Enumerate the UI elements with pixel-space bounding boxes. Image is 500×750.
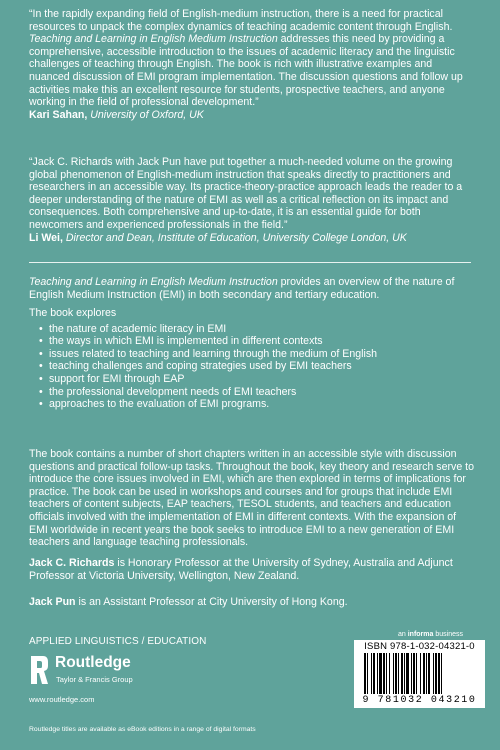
quote-affiliation: Director and Dean, Institute of Education, University College London, UK [65, 231, 407, 244]
intro-text: provides an overview of the nature of English Medium Instruction (EMI) in both secondary and tertiary education. [29, 276, 455, 301]
author-bio [29, 596, 474, 609]
barcode-bar [367, 653, 368, 694]
author-bio [29, 557, 474, 582]
publisher-name: Routledge [55, 654, 131, 671]
author-name: Jack Pun [29, 596, 76, 608]
description-text: The book contains a number of short chapters written in an accessible style with discussion questions and practical follow-up tasks. Throughout the book, key theory and research serve to introduce the core issues involved in EMI, which are then explored in terms of implications for practice. The book can be used in workshops and courses and for groups that include EMI teachers of content subjects, EAP teachers, TESOL students, and teachers and education officials involved with the implementation of EMI in different contexts. With the expansion of EMI worldwide in recent years the book seeks to introduce EMI to a new generation of EMI teachers and language teaching professionals. [29, 448, 474, 549]
quote-text [29, 8, 474, 109]
barcode-bar [423, 653, 425, 694]
barcode-bar [371, 653, 372, 694]
subject-category: APPLIED LINGUISTICS / EDUCATION [29, 636, 207, 647]
divider [29, 262, 471, 263]
barcode-bar [441, 653, 442, 694]
barcode-bar [364, 653, 366, 694]
book-title-italic: Teaching and Learning in English Medium Instruction [29, 276, 278, 288]
barcode-panel [354, 640, 485, 708]
quote-text: “Jack C. Richards with Jack Pun have put together a much-needed volume on the growing global phenomenon of English-medium instruction that speaks directly to practitioners and researchers in an accessible way. Its practice-theory-practice approach leads the reader to a deeper understanding of the nature of EMI as well as a critical reflection on its impact and consequences. Both comprehensive and up-to-date, it is an essential guide for both newcomers and experienced professionals in the field.” [29, 156, 463, 231]
barcode-bar [398, 653, 399, 694]
endorsement-quote [29, 8, 474, 121]
barcode-bar [426, 653, 427, 694]
barcode-bar [379, 653, 382, 694]
explores-heading: The book explores [29, 307, 117, 319]
quote-text-part: “In the rapidly expanding field of English-medium instruction, there is a need for practical resources to unpack the complex dynamics of teaching academic content through English. [29, 8, 453, 33]
informa-brand: informa [407, 631, 434, 638]
informa-pre: an [398, 631, 408, 638]
ebook-note: Routledge titles are available as eBook editions in a range of digital formats [29, 726, 256, 733]
author-bio-text: is an Assistant Professor at City University of Hong Kong. [75, 596, 348, 608]
book-title-italic: Teaching and Learning in English Medium Instruction [29, 33, 278, 46]
author-name: Jack C. Richards [29, 557, 115, 569]
explores-list [29, 323, 474, 411]
list-item: • the professional development needs of EMI teachers [41, 386, 474, 399]
book-intro [29, 276, 474, 301]
list-item: • approaches to the evaluation of EMI programs. [41, 398, 474, 411]
list-item: • the ways in which EMI is implemented in different contexts [41, 335, 474, 348]
barcode-bar [416, 653, 417, 694]
list-item: • support for EMI through EAP [41, 373, 474, 386]
list-item: • teaching challenges and coping strategies used by EMI teachers [41, 360, 474, 373]
list-item: • the nature of academic literacy in EMI [41, 323, 474, 336]
barcode-bar [420, 653, 421, 694]
barcode-bar [404, 653, 405, 694]
barcode-bar [377, 653, 378, 694]
quote-attribution: Kari Sahan, University of Oxford, UK [29, 108, 204, 121]
description-paragraph [29, 448, 474, 549]
barcode-number: 9 781032 043210 [362, 695, 477, 706]
barcode-bar [438, 653, 440, 694]
quote-affiliation: University of Oxford, UK [90, 108, 204, 121]
explores-section [29, 307, 474, 411]
publisher-group: Taylor & Francis Group [56, 675, 133, 684]
publisher-logo [29, 655, 159, 687]
barcode-bar [373, 653, 375, 694]
barcode-bar [393, 653, 394, 694]
barcode-bar [428, 653, 430, 694]
barcode-bar [395, 653, 397, 694]
barcode-bar [411, 653, 412, 694]
endorsement-quote [29, 156, 474, 244]
author-bio-text: is Honorary Professor at the University of Sydney, Australia and Adjunct Professor at Victoria University, Wellington, New Zealand. [29, 557, 453, 582]
barcode-bar [389, 653, 390, 694]
quote-author: Kari Sahan [29, 108, 85, 121]
barcode-bar [386, 653, 387, 694]
barcode-bar [383, 653, 385, 694]
barcode-bar [433, 653, 434, 694]
list-item: • issues related to teaching and learning through the medium of English [41, 348, 474, 361]
publisher-website: www.routledge.com [29, 695, 95, 704]
isbn-label: ISBN 978-1-032-04321-0 [364, 641, 475, 652]
routledge-logo-icon [29, 655, 49, 685]
quote-author: Li Wei [29, 231, 61, 244]
barcode-icon [364, 653, 475, 694]
barcode-bar [406, 653, 409, 694]
barcode-bar [413, 653, 415, 694]
barcode-bar [435, 653, 437, 694]
barcode-bar [401, 653, 403, 694]
quote-text-part: addresses this need by providing a comprehensive, accessible introduction to the issues of academic literacy and the linguistic challenges of teaching through English. The book is rich with illustrative examples and nuanced discussion of EMI program implementation. The discussion questions and follow up activities make this an excellent resource for students, prospective teachers, and anyone working in the field of professional development.” [29, 33, 463, 109]
quote-attribution: Li Wei, Director and Dean, Institute of Education, University College London, UK [29, 231, 407, 244]
informa-post: business [433, 631, 463, 638]
